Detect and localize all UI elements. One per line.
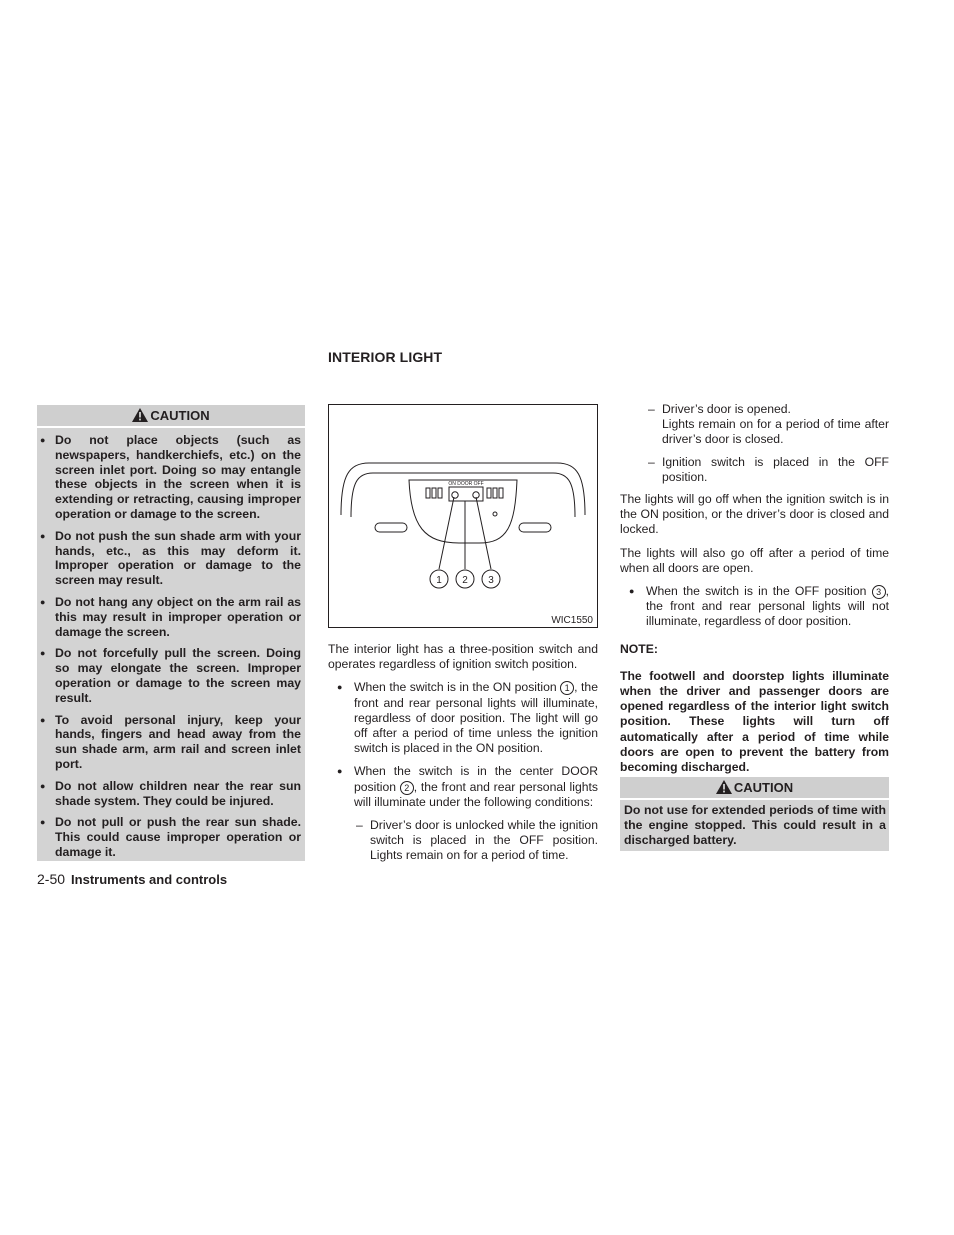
dash-text: Driver’s door is opened.	[662, 402, 791, 416]
caution-heading-text: CAUTION	[150, 408, 210, 423]
caution-item: ● Do not allow children near the rear sun shade system. They could be injured.	[55, 779, 301, 809]
callout-1: 1	[436, 575, 442, 586]
bullet-icon: ●	[337, 682, 343, 693]
dash-mark: –	[648, 454, 655, 469]
dash-text: Ignition switch is placed in the OFF position.	[662, 454, 889, 484]
dash-mark: –	[648, 402, 655, 416]
caution-item: ● To avoid personal injury, keep your hands, fingers and head away from the sun shade arm, arm rail and screen inlet port.	[55, 713, 301, 772]
paragraph: The lights will go off when the ignition switch is in the ON position, or the driver’s door is closed and locked.	[620, 492, 889, 537]
dash-item	[620, 455, 889, 485]
door-text-a: When the switch is in the center DOOR position	[354, 764, 598, 794]
caution-heading	[37, 405, 305, 428]
position-number: 1	[560, 681, 574, 695]
caution-item: ● Do not hang any object on the arm rail as this may result in improper operation or damage the screen.	[55, 595, 301, 639]
page-footer	[37, 871, 227, 887]
section-title: INTERIOR LIGHT	[328, 349, 443, 365]
list-item-off	[620, 584, 889, 630]
chapter-title: Instruments and controls	[71, 872, 228, 887]
interior-light-figure	[328, 404, 598, 628]
figure-code: WIC1550	[551, 615, 593, 626]
dash-item	[328, 818, 598, 864]
on-text-a: When the switch is in the ON position	[354, 680, 557, 695]
caution-item: ● Do not push the sun shade arm with your hands, etc., as this may deform it. Improper operation or damage to the screen may result.	[55, 529, 301, 588]
caution-box-left	[37, 405, 305, 861]
note-label: NOTE:	[620, 641, 658, 656]
overhead-console-illustration	[329, 405, 597, 627]
off-text-b: , the front and rear personal lights will not illuminate, regardless of door position.	[646, 584, 889, 629]
on-text-b: , the front and rear personal lights will illuminate, regardless of door position. The light will go off after a period of time unless the ignition switch is placed in the ON position.	[354, 680, 598, 756]
door-text-b: , the front and rear personal lights will illuminate under the following conditions:	[354, 779, 599, 809]
caution-heading-text: CAUTION	[733, 780, 794, 795]
caution-box-right	[620, 777, 889, 851]
note-text: The footwell and doorstep lights illuminate when the driver and passenger doors are opened regardless of the interior light switch position. These lights will turn off automatically after a period of time while doors are open to prevent the battery from becoming discharged.	[620, 668, 889, 775]
page-number: 2-50	[37, 871, 66, 887]
middle-column	[328, 642, 598, 871]
bullet-icon: ●	[337, 766, 343, 777]
bullet-icon: ●	[629, 586, 635, 597]
caution-item: ● Do not place objects (such as newspapers, handkerchiefs, etc.) on the screen inlet port. Doing so may entangle these objects in the screen when it is extending or retracting, causing improper operation or damage to the screen.	[55, 433, 301, 522]
paragraph: The lights will also go off after a period of time when all doors are open.	[620, 545, 889, 575]
dash-item	[620, 402, 889, 448]
caution-text: Do not use for extended periods of time with the engine stopped. This could result in a discharged battery.	[624, 803, 886, 847]
list-item-on	[328, 680, 598, 756]
caution-item: ● Do not pull or push the rear sun shade. This could cause improper operation or damage it.	[55, 815, 301, 859]
callout-2: 2	[462, 575, 468, 586]
right-column	[620, 402, 889, 783]
list-item-door	[328, 764, 598, 810]
warning-triangle-icon	[132, 407, 148, 428]
intro-paragraph: The interior light has a three-position switch and operates regardless of ignition switch position.	[328, 642, 598, 672]
dash-mark: –	[356, 818, 363, 833]
dash-text-continued: Lights remain on for a period of time after driver’s door is closed.	[662, 417, 889, 447]
off-text-a: When the switch is in the OFF position	[646, 584, 867, 599]
caution-heading	[620, 777, 889, 800]
caution-item: ● Do not forcefully pull the screen. Doing so may elongate the screen. Improper operation or damage to the screen may result.	[55, 646, 301, 705]
position-number: 2	[400, 781, 414, 795]
caution-list	[37, 428, 305, 869]
position-number: 3	[872, 585, 886, 599]
warning-triangle-icon	[716, 779, 732, 800]
dash-text: Driver’s door is unlocked while the ignition switch is placed in the OFF position. Lights remain on for a period of time.	[370, 818, 598, 863]
callout-3: 3	[488, 575, 494, 586]
switch-position-labels: ON DOOR OFF	[448, 481, 484, 487]
